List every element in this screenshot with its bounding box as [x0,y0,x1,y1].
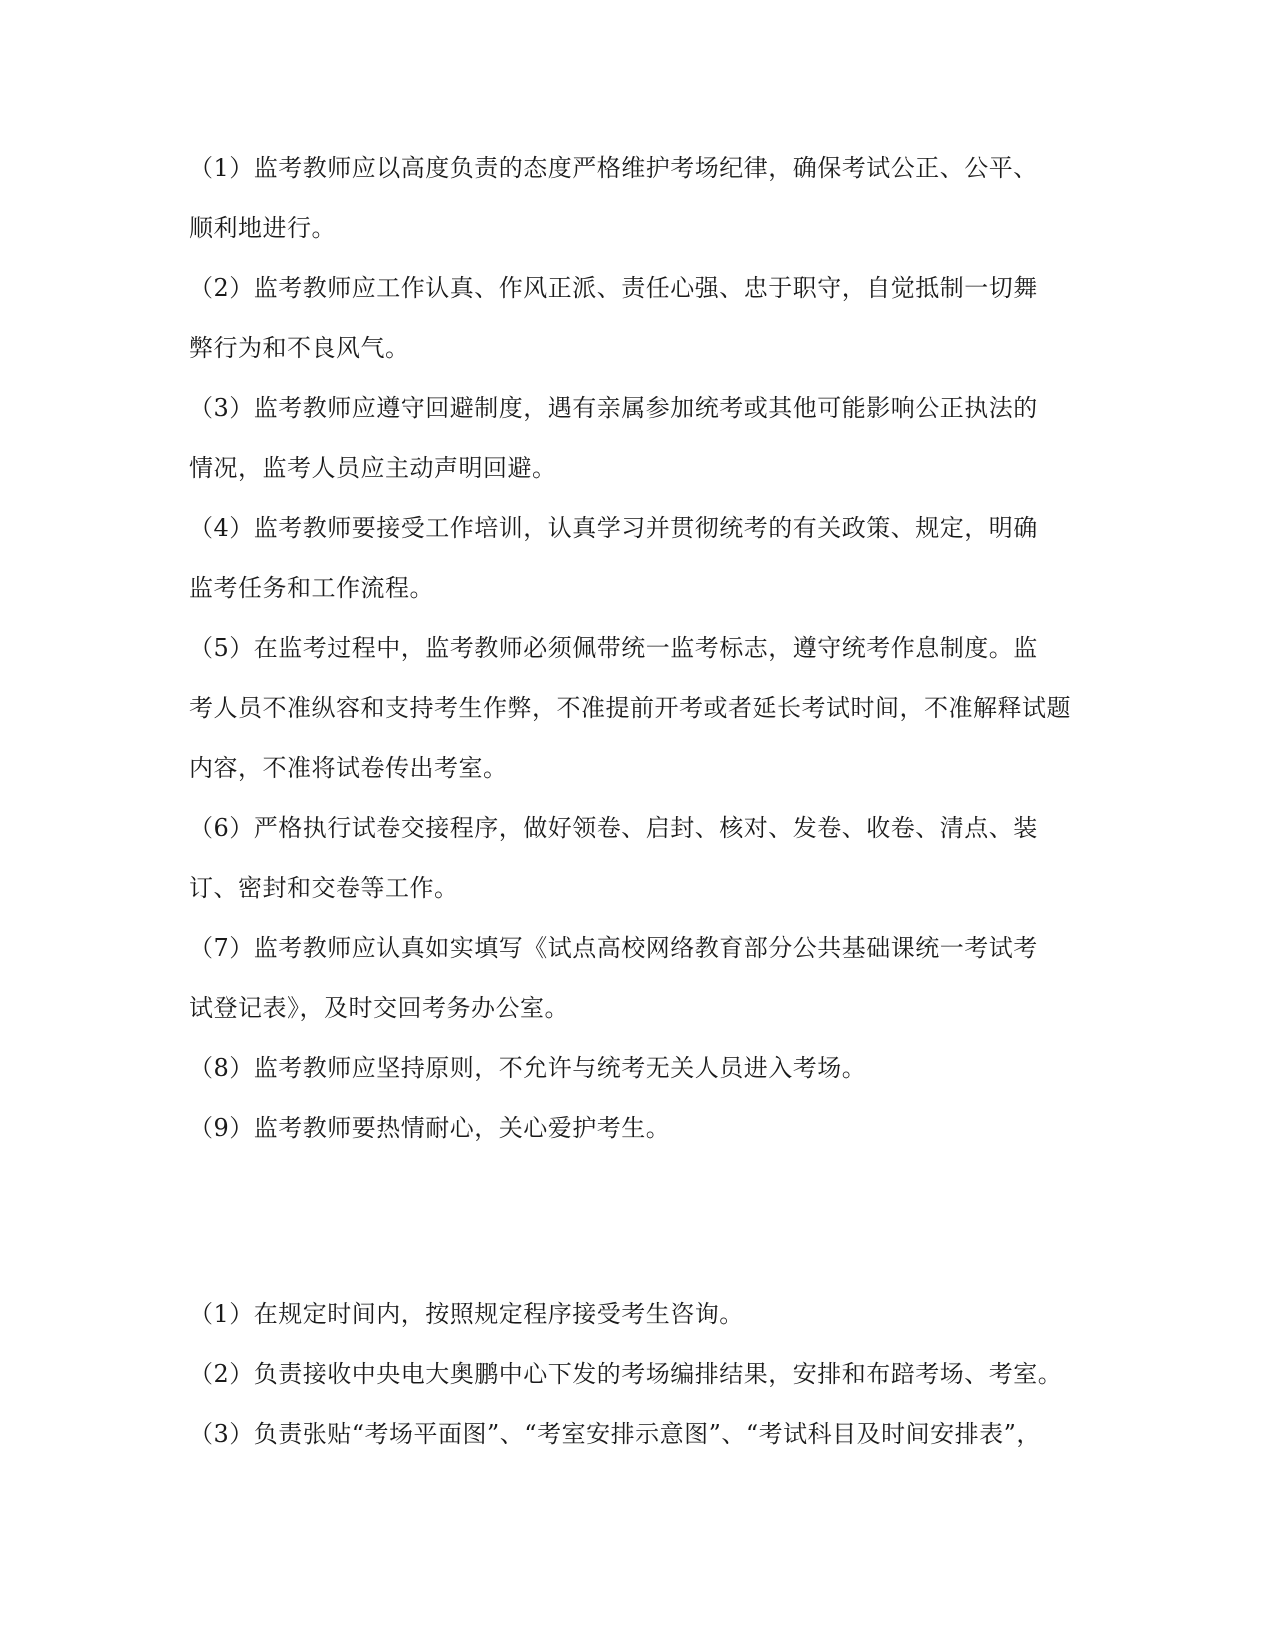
paragraph-line: （4）监考教师要接受工作培训，认真学习并贯彻统考的有关政策、规定，明确 [189,514,1038,542]
exam-office-section [189,1284,1089,1464]
paragraph-line: 弊行为和不良风气。 [189,334,410,362]
paragraph-line: （2）负责接收中央电大奥鹏中心下发的考场编排结果，安排和布踣考场、考室。 [189,1360,1063,1388]
paragraph-line: 情况，监考人员应主动声明回避。 [189,454,557,482]
paragraph-line: （3）监考教师应遵守回避制度，遇有亲属参加统考或其他可能影响公正执法的 [189,394,1038,422]
paragraph-line: 顺利地进行。 [189,214,336,242]
paragraph-line: （2）监考教师应工作认真、作风正派、责任心强、忠于职守，自觉抵制一切舞 [189,274,1038,302]
invigilator-duties-section [189,138,1089,1158]
paragraph-line: （9）监考教师要热情耐心，关心爱护考生。 [189,1114,671,1142]
paragraph-line: （5）在监考过程中，监考教师必须佩带统一监考标志，遵守统考作息制度。监 [189,634,1038,662]
paragraph-line: （8）监考教师应坚持原则，不允许与统考无关人员进入考场。 [189,1054,867,1082]
paragraph-line: （1）监考教师应以高度负责的态度严格维护考场纪律，确保考试公正、公平、 [189,154,1038,182]
paragraph-line: 订、密封和交卷等工作。 [189,874,459,902]
paragraph-line: 试登记表》，及时交回考务办公室。 [189,994,569,1022]
paragraph-line: （6）严格执行试卷交接程序，做好领卷、启封、核对、发卷、收卷、清点、装 [189,814,1038,842]
paragraph-line: （7）监考教师应认真如实填写《试点高校网络教育部分公共基础课统一考试考 [189,934,1038,962]
paragraph-line: （1）在规定时间内，按照规定程序接受考生咨询。 [189,1300,744,1328]
paragraph-line: 内容，不准将试卷传出考室。 [189,754,508,782]
paragraph-line: （3）负责张贴“考场平面图”、“考室安排示意图”、“考试科目及时间安排表”， [189,1420,1041,1448]
paragraph-line: 考人员不准纵容和支持考生作弊，不准提前开考或者延长考试时间，不准解释试题 [189,694,1071,722]
paragraph-line: 监考任务和工作流程。 [189,574,434,602]
